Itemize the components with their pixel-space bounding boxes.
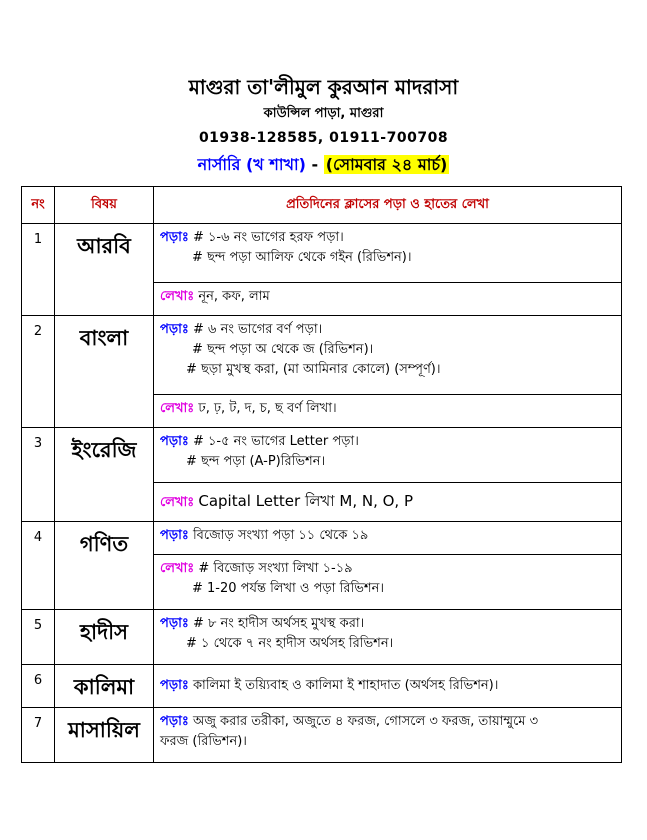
row-subject: গণিত xyxy=(55,522,154,610)
row-subject: কালিমা xyxy=(55,665,154,708)
row-subject: মাসায়িল xyxy=(55,708,154,763)
read-label: পড়াঃ xyxy=(160,714,189,729)
header-content: প্রতিদিনের ক্লাসের পড়া ও হাতের লেখা xyxy=(154,187,622,224)
write-label: লেখাঃ xyxy=(160,401,195,416)
read-cell xyxy=(154,708,622,763)
read-line: অজু করার তরীকা, অজুতে ৪ ফরজ, গোসলে ৩ ফরজ, তায়াম্মুমে ৩ xyxy=(192,714,539,729)
dash: - xyxy=(305,155,324,174)
read-cell xyxy=(154,224,622,283)
read-cell xyxy=(154,610,622,665)
table-row xyxy=(22,522,622,555)
read-line: # ১ থেকে ৭ নং হাদীস অর্থসহ রিভিশন। xyxy=(186,636,394,651)
table-row xyxy=(22,224,622,283)
row-num: 5 xyxy=(22,610,55,665)
read-line: ফরজ (রিভিশন)। xyxy=(160,734,247,749)
table-row xyxy=(22,708,622,763)
write-cell xyxy=(154,555,622,610)
write-line: ঢ, ঢ়, ট, দ, চ, ছ বর্ণ লিখা। xyxy=(198,401,337,416)
page-title: মাগুরা তা'লীমুল কুরআন মাদরাসা xyxy=(188,75,459,99)
row-subject: আরবি xyxy=(55,224,154,316)
row-subject: ইংরেজি xyxy=(55,428,154,522)
header-subject: বিষয় xyxy=(55,187,154,224)
read-line: # ছন্দ পড়া আলিফ থেকে গইন (রিভিশন)। xyxy=(192,250,412,265)
read-label: পড়াঃ xyxy=(160,322,189,337)
write-line: # 1-20 পর্যন্ত লিখা ও পড়া রিভিশন। xyxy=(192,581,384,596)
table-header-row xyxy=(22,187,622,224)
table-row xyxy=(22,316,622,395)
class-name: নার্সারি (খ শাখা) xyxy=(197,155,306,174)
row-subject: হাদীস xyxy=(55,610,154,665)
read-line: # ছন্দ পড়া অ থেকে জ (রিভিশন)। xyxy=(192,342,374,357)
row-num: 6 xyxy=(22,665,55,708)
read-line: # ১-৫ নং ভাগের Letter পড়া। xyxy=(192,434,359,449)
write-cell xyxy=(154,395,622,428)
address: কাউন্সিল পাড়া, মাগুরা xyxy=(263,106,384,121)
row-num: 4 xyxy=(22,522,55,610)
read-cell xyxy=(154,316,622,395)
row-num: 3 xyxy=(22,428,55,522)
read-cell xyxy=(154,522,622,555)
read-label: পড়াঃ xyxy=(160,434,189,449)
table-row xyxy=(22,665,622,708)
read-label: পড়াঃ xyxy=(160,678,189,693)
read-line: # ১-৬ নং ভাগের হরফ পড়া। xyxy=(192,230,344,245)
read-line: কালিমা ই তয়্যিবাহ ও কালিমা ই শাহাদাত (অর্থসহ রিভিশন)। xyxy=(192,678,499,693)
lesson-table xyxy=(21,186,622,763)
date-highlight: (সোমবার ২৪ মার্চ) xyxy=(325,155,448,174)
write-line: নূন, কফ, লাম xyxy=(198,289,270,304)
read-line: বিজোড় সংখ্যা পড়া ১১ থেকে ১৯ xyxy=(192,528,369,543)
read-label: পড়াঃ xyxy=(160,230,189,245)
table-row xyxy=(22,610,622,665)
row-subject: বাংলা xyxy=(55,316,154,428)
header-num: নং xyxy=(22,187,55,224)
write-label: লেখাঃ xyxy=(160,289,195,304)
write-cell xyxy=(154,283,622,316)
read-cell xyxy=(154,428,622,483)
write-line: Capital Letter লিখা M, N, O, P xyxy=(198,492,414,510)
read-line: # ছন্দ পড়া (A-P)রিভিশন। xyxy=(186,454,326,469)
read-label: পড়াঃ xyxy=(160,616,189,631)
write-label: লেখাঃ xyxy=(160,561,195,576)
row-num: 7 xyxy=(22,708,55,763)
read-line: # ছড়া মুখস্থ করা, (মা আমিনার কোলে) (সম্পূর্ণ)। xyxy=(186,362,441,377)
read-label: পড়াঃ xyxy=(160,528,189,543)
read-cell xyxy=(154,665,622,708)
write-label: লেখাঃ xyxy=(160,495,195,510)
read-line: # ৬ নং ভাগের বর্ণ পড়া। xyxy=(192,322,323,337)
row-num: 2 xyxy=(22,316,55,428)
row-num: 1 xyxy=(22,224,55,316)
write-cell xyxy=(154,483,622,522)
class-date-heading xyxy=(0,152,647,179)
write-line: # বিজোড় সংখ্যা লিখা ১-১৯ xyxy=(198,561,353,576)
read-line: # ৮ নং হাদীস অর্থসহ মুখস্থ করা। xyxy=(192,616,365,631)
phone-numbers: 01938-128585, 01911-700708 xyxy=(198,130,449,146)
table-row xyxy=(22,428,622,483)
